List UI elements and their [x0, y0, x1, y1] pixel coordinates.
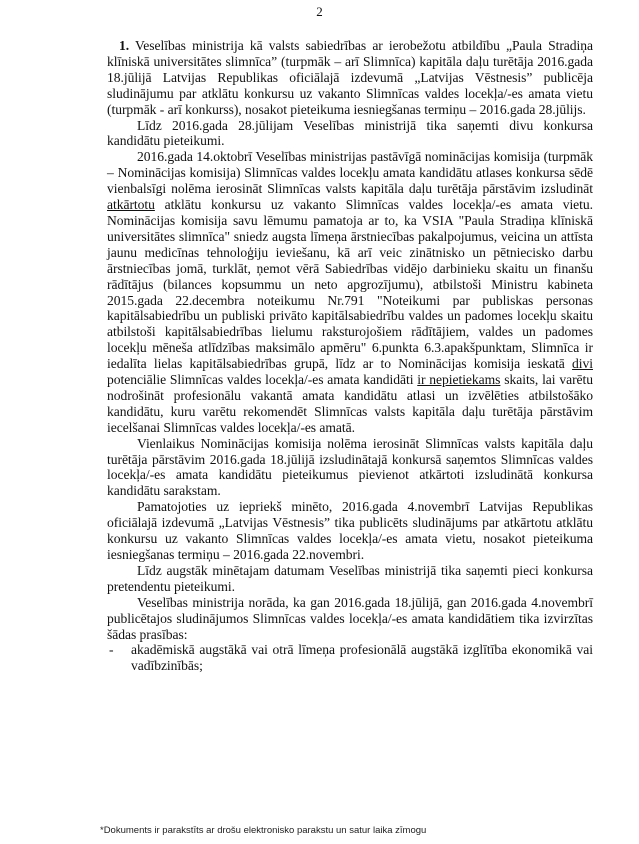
paragraph-7: Veselības ministrija norāda, ka gan 2016.gada 18.jūlijā, gan 2016.gada 4.novembrī publicētajos sludinājumos Slimnīcas valdes locekļa/-es amata kandidātiem tika izvirzītas šādas prasības: — [107, 594, 593, 642]
list-bullet: - — [109, 642, 114, 658]
paragraph-4: Vienlaikus Nominācijas komisija nolēma ierosināt Slimnīcas valsts kapitāla daļu turētāja pārstāvim 2016.gada 18.jūlijā izsludinātajā konkursā saņemtos Slimnīcas valdes locekļa/-es amata kandidātu pieteikumus pievienot atkārtoti izsludinātā konkursa kandidātu sarakstam. — [107, 435, 593, 499]
underlined-ir-nepietiekams: ir nepietiekams — [417, 372, 501, 388]
paragraph-1 — [107, 38, 593, 118]
paragraph-1-text: Veselības ministrija kā valsts sabiedrības ar ierobežotu atbildību „Paula Stradiņa klīniskā universitātes slimnīca” (turpmāk – arī Slimnīca) kapitāla daļu turētāja 2016.gada 18.jūlijā Latvijas Republikas oficiālajā izdevumā „Latvijas Vēstnesis” publicēja sludinājumu par atklātu konkursu uz vakanto Slimnīcas valdes locekļa/-es amata vietu (turpmāk - arī konkurss), nosakot pieteikuma iesniegšanas termiņu – 2016.gada 28.jūlijs. — [107, 38, 593, 117]
paragraph-1-number: 1. — [119, 38, 130, 53]
requirements-list — [107, 642, 593, 674]
paragraph-3-part-b: atklātu konkursu uz vakanto Slimnīcas valdes locekļa/-es amata vietu. Nominācijas komisija savu lēmumu pamatoja ar to, ka VSIA "Paula Stradiņa klīniskā universitātes slimnīca" sniedz augsta līmeņa ārstniecības pakalpojumus, veicina un attīsta jaunu medicīnas tehnoloģiju ieviešanu, kā arī veic zinātnisko un pētniecisko darbu ārstniecības jomā, turklāt, ņemot vērā Sabiedrības vidējo darbinieku skaitu un finanšu rādītājus (bilances kopsummu un neto apgrozījumu), atbilstoši Ministru kabineta 2015.gada 22.decembra noteikumu Nr.791 "Noteikumi par publiskas personas kapitālsabiedrību un publiski privāto kapitālsabiedrību valdes un padomes locekļu skaitu atbilstoši kapitālsabiedrības lielumu raksturojošiem rādītājiem, valdes un padomes locekļu mēneša atlīdzības maksimālo apmēru" 6.punkta 6.3.apakšpunktam, Slimnīca ir iedalīta lielas kapitālsabiedrības grupā, līdz ar to Nominācijas komisija ieskatā — [107, 197, 593, 372]
paragraph-3-part-a: 2016.gada 14.oktobrī Veselības ministrijas pastāvīgā nominācijas komisija (turpmāk – Nominācijas komisija) Slimnīcas valdes locekļu amata kandidātu atlases konkursa sēdē vienbalsīgi nolēma ierosināt Slimnīcas valsts kapitāla daļu turētāja pārstāvim izsludināt — [107, 149, 593, 197]
underlined-divi: divi — [572, 356, 593, 372]
paragraph-3 — [107, 149, 593, 435]
signature-footnote: *Dokuments ir parakstīts ar drošu elektronisko parakstu un satur laika zīmogu — [100, 825, 427, 836]
list-item — [107, 642, 593, 674]
page-number: 2 — [316, 4, 323, 19]
paragraph-3-part-c: potenciālie Slimnīcas valdes locekļa/-es amata kandidāti — [107, 372, 418, 388]
paragraph-3-part-d: skaits, lai varētu nodrošināt profesionālu vakantā amata kandidātu atlasi un izvēlēties atbilstošāko kandidātu, kuru varētu rekomendēt Slimnīcas valsts kapitāla daļu turētāja pārstāvim iecelšanai Slimnīcas valdes locekļa/-es amatā. — [107, 372, 593, 435]
document-body — [107, 38, 593, 674]
paragraph-6: Līdz augstāk minētajam datumam Veselības ministrijā tika saņemti pieci konkursa pretendentu pieteikumi. — [107, 562, 593, 594]
requirement-text: akadēmiskā augstākā vai otrā līmeņa profesionālā augstākā izglītība ekonomikā vai vadībzinībās; — [131, 642, 593, 674]
underlined-atkartotu: atkārtotu — [107, 197, 155, 213]
paragraph-5: Pamatojoties uz iepriekš minēto, 2016.gada 4.novembrī Latvijas Republikas oficiālajā izdevumā „Latvijas Vēstnesis” tika publicēts sludinājums par atkārtotu atklātu konkursu uz vakanto Slimnīcas valdes locekļa/-es amata vietu, nosakot pieteikuma iesniegšanas termiņu – 2016.gada 22.novembri. — [107, 499, 593, 562]
paragraph-2: Līdz 2016.gada 28.jūlijam Veselības ministrijā tika saņemti divu konkursa kandidātu pieteikumi. — [107, 117, 593, 149]
